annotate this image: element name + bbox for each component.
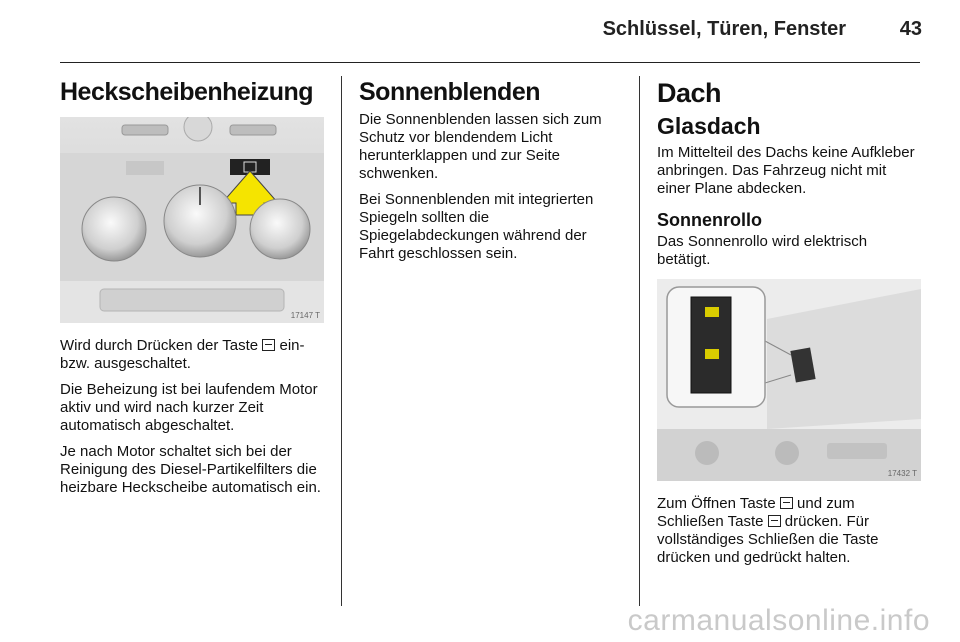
- subsection-heading: Sonnenrollo: [657, 210, 762, 230]
- section-heading: Dach: [657, 78, 722, 108]
- paragraph: Das Sonnenrollo wird elektrisch betätigt.: [657, 233, 868, 268]
- header-rule: [60, 62, 920, 63]
- column-divider: [639, 76, 640, 606]
- paragraph: Je nach Motor schaltet sich bei der Reinigung des Diesel-Partikelfilters die heizbare Heckscheibe automatisch ein.: [60, 443, 321, 496]
- figure-climate-control-panel: [60, 117, 324, 323]
- page-header-title: Schlüssel, Türen, Fenster: [602, 18, 846, 40]
- section-heading: Sonnenblenden: [359, 78, 540, 106]
- figure-id: 17147 T: [290, 311, 320, 320]
- sunblind-open-icon: [780, 497, 793, 509]
- paragraph: Bei Sonnenblenden mit integrierten Spiegeln sollten die Spiegelabdeckungen während der Fahrt geschlossen sein.: [359, 191, 594, 262]
- paragraph: Die Beheizung ist bei laufendem Motor aktiv und wird nach kurzer Zeit automatisch abgeschaltet.: [60, 381, 318, 434]
- paragraph: Wird durch Drücken der Taste ein- bzw. ausgeschaltet.: [60, 337, 305, 372]
- subsection-heading: Glasdach: [657, 113, 761, 139]
- figure-sunblind-switch: [657, 279, 921, 481]
- column-rear-window-heating: [60, 78, 324, 505]
- figure-id: 17432 T: [887, 469, 917, 478]
- sunblind-switch-illustration: [657, 279, 921, 481]
- column-sun-visors: [359, 78, 623, 271]
- page-number: 43: [899, 18, 922, 40]
- paragraph: Die Sonnenblenden lassen sich zum Schutz vor blendendem Licht herunterklappen und zur Seite schwenken.: [359, 111, 602, 182]
- column-roof: [657, 78, 921, 575]
- column-divider: [341, 76, 342, 606]
- climate-panel-illustration: [60, 117, 324, 323]
- paragraph: Zum Öffnen Taste und zum Schließen Taste drücken. Für vollständiges Schließen die Taste drücken und gedrückt halten.: [657, 495, 879, 566]
- sunblind-close-icon: [768, 515, 781, 527]
- rear-window-heater-icon: [262, 339, 275, 351]
- paragraph: Im Mittelteil des Dachs keine Aufkleber anbringen. Das Fahrzeug nicht mit einer Plane abdecken.: [657, 144, 915, 197]
- watermark: carmanualsonline.info: [627, 604, 930, 637]
- section-heading: Heckscheibenheizung: [60, 78, 314, 106]
